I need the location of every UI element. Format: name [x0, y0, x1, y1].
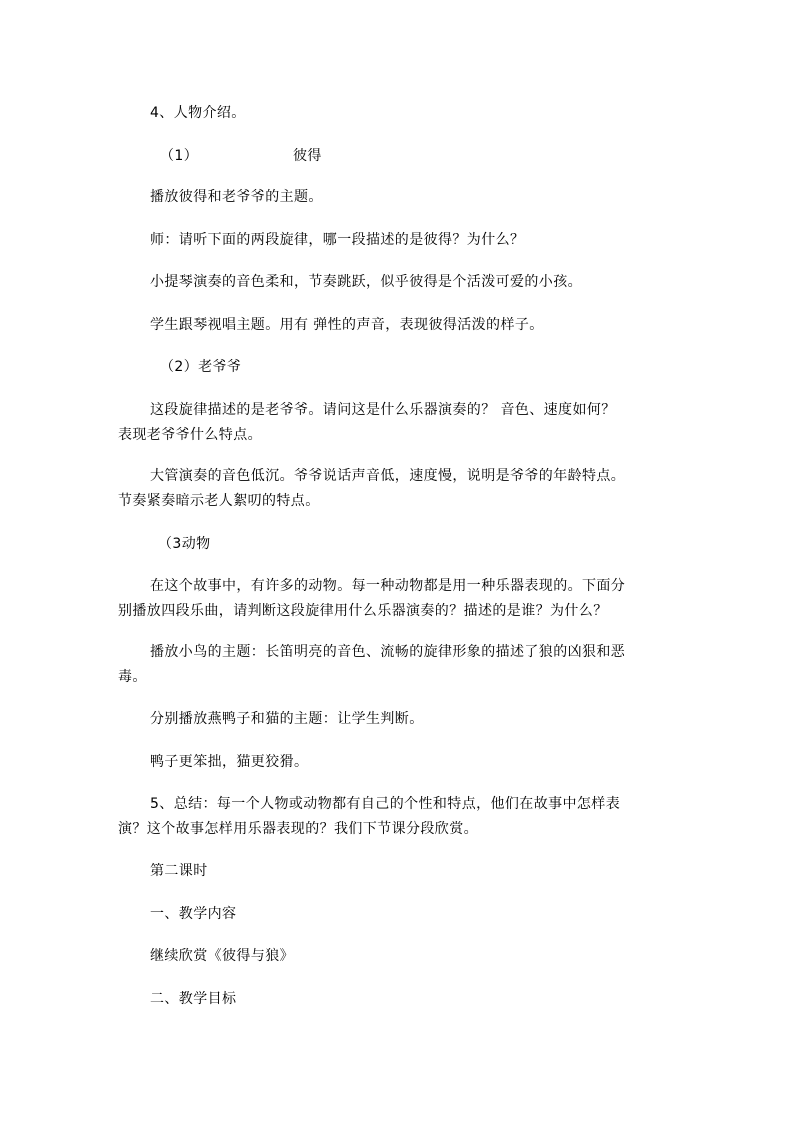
- paragraph-line: 表现老爷爷什么特点。: [118, 427, 262, 443]
- paragraph-line: 毒。: [118, 669, 147, 685]
- subsection-title-peter: 彼得: [293, 148, 322, 164]
- paragraph: 分别播放燕鸭子和猫的主题：让学生判断。: [150, 711, 424, 727]
- subsection-number-1: （1）: [160, 148, 199, 164]
- paragraph-line: 播放小鸟的主题：长笛明亮的音色、流畅的旋律形象的描述了狼的凶狠和恶: [150, 644, 626, 660]
- paragraph-line: 演？这个故事怎样用乐器表现的？我们下节课分段欣赏。: [118, 821, 478, 837]
- paragraph-line: 别播放四段乐曲，请判断这段旋律用什么乐器演奏的？描述的是谁？为什么？: [118, 603, 608, 619]
- paragraph: 鸭子更笨拙，猫更狡猾。: [150, 754, 309, 770]
- paragraph-line: 在这个故事中，有许多的动物。每一种动物都是用一种乐器表现的。下面分: [150, 578, 626, 594]
- paragraph-line: 大管演奏的音色低沉。爷爷说话声音低，速度慢，说明是爷爷的年龄特点。: [150, 468, 626, 484]
- paragraph: 继续欣赏《彼得与狼》: [150, 948, 294, 964]
- section-heading-character-intro: 4、人物介绍。: [150, 105, 246, 121]
- paragraph: 小提琴演奏的音色柔和，节奏跳跃，似乎彼得是个活泼可爱的小孩。: [150, 274, 582, 290]
- subsection-title-animals: （3动物: [158, 536, 211, 552]
- lesson-heading: 第二课时: [150, 863, 208, 879]
- section-heading-objectives: 二、教学目标: [150, 991, 237, 1007]
- section-heading-content: 一、教学内容: [150, 906, 237, 922]
- paragraph: 师：请听下面的两段旋律，哪一段描述的是彼得？为什么？: [150, 232, 525, 248]
- paragraph-line: 这段旋律描述的是老爷爷。请问这是什么乐器演奏的？ 音色、速度如何？: [150, 402, 616, 418]
- subsection-title-grandpa: （2）老爷爷: [160, 359, 242, 375]
- paragraph-line: 5、总结：每一个人物或动物都有自己的个性和特点，他们在故事中怎样表: [150, 796, 621, 812]
- paragraph: 播放彼得和老爷爷的主题。: [150, 189, 323, 205]
- paragraph-line: 节奏紧奏暗示老人絮叨的特点。: [118, 493, 320, 509]
- paragraph: 学生跟琴视唱主题。用有 弹性的声音，表现彼得活泼的样子。: [150, 317, 544, 333]
